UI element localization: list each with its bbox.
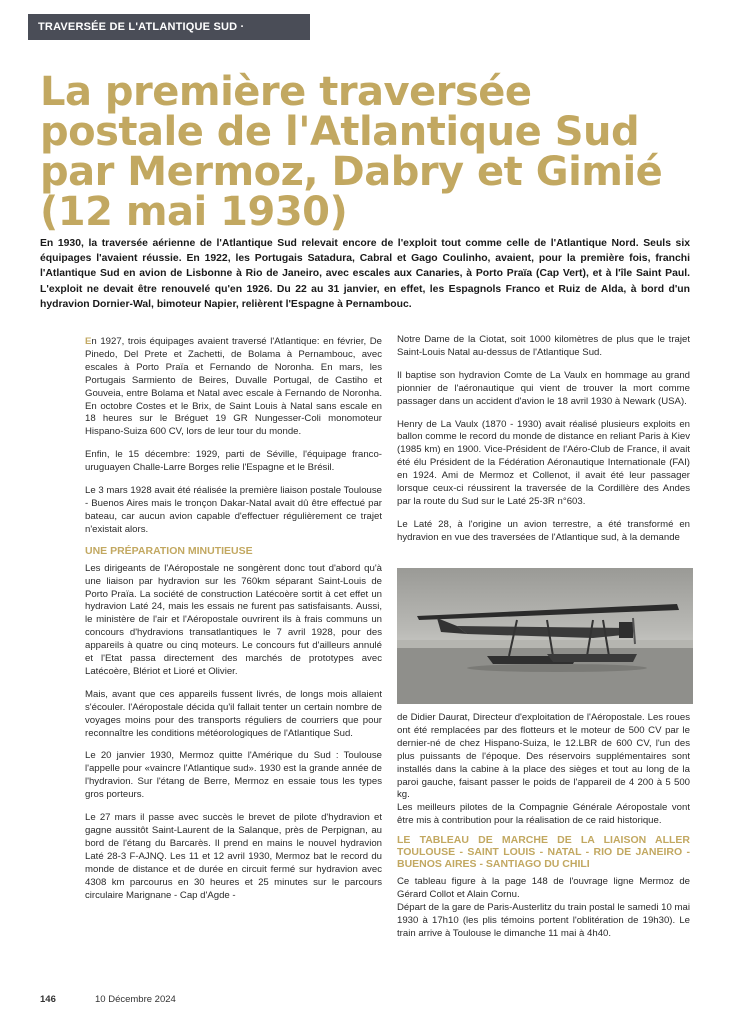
seaplane-photo — [397, 568, 693, 704]
paragraph: Enfin, le 15 décembre: 1929, parti de Séville, l'équipage franco-uruguayen Challe-Larre Borges relie l'Espagne et le Brésil. — [85, 449, 382, 474]
paragraph: Les dirigeants de l'Aéropostale ne songèrent donc tout d'abord qu'à une liaison par hydravion sur les 760km séparant Saint-Louis de Porto Praïa. La société de construction Latécoère sortit à cet effet un hydravion Laté 24, mais les essais ne furent pas satisfaisants. Aussi, le ministère de l'air et l'Aéropostale ouvrirent ils à frais communs un concours d'hydravions transatlantiques le 7 avril 1928, pour des appareils à quatre ou cinq moteurs. Le concours fut d'ailleurs annulé et l'Etat passa directement des marchés de prototypes avec Latécoère, Blériot et Lioré et Olivier. — [85, 562, 382, 677]
section-subhead: UNE PRÉPARATION MINUTIEUSE — [85, 544, 253, 557]
paragraph: Il baptise son hydravion Comte de La Vaulx en hommage au grand pionnier de l'aéronautique qui vient de trouver la mort comme passager dans un accident d'avion le 18 avril 1930 à Newark (USA). — [397, 369, 690, 407]
paragraph: Ce tableau figure à la page 148 de l'ouvrage ligne Mermoz de Gérard Collot et Alain Cornu. — [397, 876, 690, 901]
section-subhead: LE TABLEAU DE MARCHE DE LA LIAISON ALLER TOULOUSE - SAINT LOUIS - NATAL - RIO DE JANEIRO - BUENOS AIRES - SANTIAGO DU CHILI — [397, 834, 690, 871]
paragraph: Départ de la gare de Paris-Austerlitz du train postal le samedi 10 mai 1930 à 17h10 (les plis témoins portent l'oblitération de 19h30). Le train arrive à Toulouse le dimanche 11 mai à 4h40. — [397, 901, 690, 939]
paragraph: Les meilleurs pilotes de la Compagnie Générale Aéropostale vont être mis à contribution pour la réalisation de ce raid historique. — [397, 802, 690, 827]
paragraph: Le Laté 28, à l'origine un avion terrestre, a été transformé en hydravion en vue des traversées de l'Atlantique sud, à la demande — [397, 518, 690, 543]
left-column — [85, 336, 382, 912]
dropcap: E — [85, 336, 92, 347]
paragraph: Le 3 mars 1928 avait été réalisée la première liaison postale Toulouse - Buenos Aires mais le tronçon Dakar-Natal avait dû être effectué par bateau, car aucun avion capable d'effectuer régulièrement ce trajet n'existait alors. — [85, 485, 382, 535]
section-header: TRAVERSÉE DE L'ATLANTIQUE SUD · — [28, 14, 310, 40]
paragraph — [85, 336, 382, 439]
paragraph: Le 20 janvier 1930, Mermoz quitte l'Amérique du Sud : Toulouse l'appelle pour «vaincre l'Atlantique sud». 1930 est la grande année de l'hydravion. Sur l'étang de Berre, Mermoz en essaie tous les types gros porteurs. — [85, 750, 382, 801]
paragraph: Le 27 mars il passe avec succès le brevet de pilote d'hydravion et gagne aussitôt Saint-Laurent de la Salanque, près de Perpignan, au bord de l'étang du Barcarès. Il prend en mains le nouvel hydravion Laté 28-3 F-AJNQ. Les 11 et 12 avril 1930, Mermoz bat le record du monde de distance et de durée en circuit fermé sur hydravion avec 4308 km parcourus en 30 heures et 25 minutes sur le parcours circulaire Marignane - Cap d'Agde - — [85, 812, 382, 901]
paragraph: Mais, avant que ces appareils fussent livrés, de longs mois allaient s'écouler. l'Aéropostale décida qu'il fallait tenter un certain nombre de voyages moins pour des transports réguliers de courriers que pour reconnaître les conditions météorologiques de l'Atlantique Sud. — [85, 688, 382, 739]
article-title: La première traversée postale de l'Atlantique Sud par Mermoz, Dabry et Gimié (12 mai 1930) — [40, 69, 663, 235]
paragraph: de Didier Daurat, Directeur d'exploitation de l'Aéropostale. Les roues ont été remplacées par des flotteurs et le moteur de 500 CV par le dernier-né de chez Hispano-Suiza, le 12.LBR de 600 CV, l'un des plus puissants de l'époque. Des réservoirs supplémentaires sont installés dans la cabine à la place des sièges et tout au long de la paroi gauche, faisant passer le poids de l'appareil de 4 200 à 5 500 kg. — [397, 712, 690, 801]
paragraph: Henry de La Vaulx (1870 - 1930) avait réalisé plusieurs exploits en ballon comme le record du monde de distance en reliant Paris à Kiev (1985 km) en 1900. Vice-Président de l'Aéro-Club de France, il avait été élu Président de la Fédération Aéronautique Internationale (FAI) en 1924. Ami de Mermoz et Collenot, il avait été leur passager lorsque ceux-ci réussirent la traversée de la Cordillère des Andes par la route du Sud sur le Laté 25-3R n°603. — [397, 418, 690, 507]
right-column-top — [397, 334, 690, 555]
issue-date: 10 Décembre 2024 — [95, 994, 176, 1005]
paragraph: Notre Dame de la Ciotat, soit 1000 kilomètres de plus que le trajet Saint-Louis Natal au-dessus de l'Atlantique Sud. — [397, 334, 690, 358]
page-number: 146 — [40, 994, 56, 1005]
paragraph-text: n 1927, trois équipages avaient traversé l'Atlantique: en février, De Pinedo, Del Prete et Zachetti, de Bolama à Pernambouc, avec escales à Porto Praïa et Fernando de Noronha. En mars, les Portugais Sarmiento de Beires, Duvalle Portugal, de Castiho et Gouveia, entre Bolama et Natal avec escale à Fernando de Noronha. En octobre Costes et le Brix, de Saint Louis à Natal sans escale en 18 heures sur le Bréguet 19 GR Nungesser-Coli monomoteur Hispano-Suiza 600 CV, lors de leur tour du monde. — [85, 336, 382, 438]
right-column-bottom — [397, 712, 690, 941]
article-intro: En 1930, la traversée aérienne de l'Atlantique Sud relevait encore de l'exploit tout comme celle de l'Atlantique Nord. Seuls six équipages l'avaient réussie. En 1922, les Portugais Satadura, Cabral et Gago Coulinho, avaient, pour la première fois, franchi l'Atlantique Sud en avion de Lisbonne à Rio de Janeiro, avec escales aux Canaries, à Porto Praïa (Cap Vert), et à l'île Saint Paul. L'exploit ne devait être renouvelé qu'en 1926. Du 22 au 31 janvier, en effet, les Espagnols Franco et Ruiz de Alda, à bord d'un hydravion Dornier-Wal, bimoteur Napier, relièrent l'Espagne à Pernambouc. — [40, 238, 690, 310]
